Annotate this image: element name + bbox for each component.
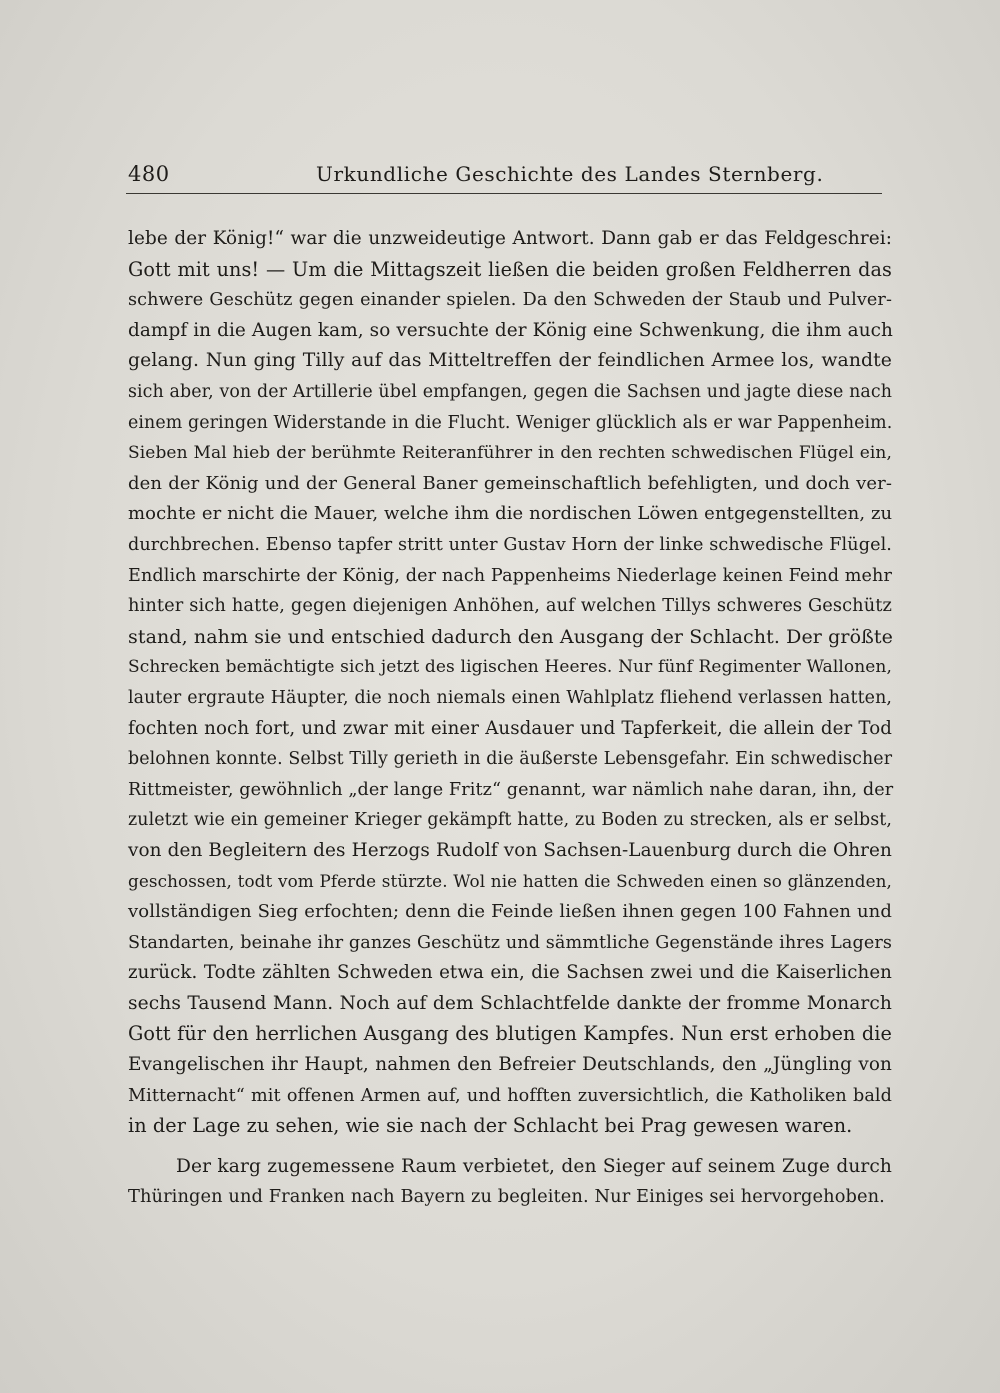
text-line: belohnen konnte. Selbst Tilly gerieth in die äußerste Lebensgefahr. Ein schwedischer	[128, 749, 893, 770]
text-line: gelang. Nun ging Tilly auf das Mitteltreffen der feindlichen Armee los, wandte	[128, 350, 892, 372]
text-line: geschossen, todt vom Pferde stürzte. Wol nie hatten die Schweden einen so glänzenden,	[128, 871, 892, 892]
text-line: sich aber, von der Artillerie übel empfangen, gegen die Sachsen und jagte diese nach	[128, 381, 892, 402]
text-line: fochten noch fort, und zwar mit einer Ausdauer und Tapferkeit, die allein der Tod	[128, 717, 892, 739]
text-line: Thüringen und Franken nach Bayern zu begleiten. Nur Einiges sei hervorgehoben.	[128, 1186, 885, 1208]
text-line: Schrecken bemächtigte sich jetzt des ligischen Heeres. Nur fünf Regimenter Wallonen,	[128, 657, 892, 678]
text-line: sechs Tausend Mann. Noch auf dem Schlachtfelde dankte der fromme Monarch	[128, 992, 892, 1014]
running-title: Urkundliche Geschichte des Landes Sternberg.	[316, 162, 824, 186]
header-rule	[126, 193, 882, 194]
body-text	[128, 224, 892, 1213]
text-line: Sieben Mal hieb der berühmte Reiteranführer in den rechten schwedischen Flügel ein,	[128, 443, 892, 464]
text-line: Der karg zugemessene Raum verbietet, den Sieger auf seinem Zuge durch	[176, 1155, 892, 1177]
text-line: einem geringen Widerstande in die Flucht. Weniger glücklich als er war Pappenheim.	[128, 412, 893, 433]
text-line: lauter ergraute Häupter, die noch niemals einen Wahlplatz fliehend verlassen hatten,	[128, 687, 892, 708]
text-line: lebe der König!“ war die unzweideutige Antwort. Dann gab er das Feldgeschrei:	[128, 228, 892, 249]
text-line: Endlich marschirte der König, der nach Pappenheims Niederlage keinen Feind mehr	[128, 565, 892, 586]
text-line: von den Begleitern des Herzogs Rudolf von Sachsen-Lauenburg durch die Ohren	[128, 839, 892, 861]
text-line: zurück. Todte zählten Schweden etwa ein, die Sachsen zwei und die Kaiserlichen	[128, 962, 892, 984]
text-line: hinter sich hatte, gegen diejenigen Anhöhen, auf welchen Tillys schweres Geschütz	[128, 595, 892, 617]
page-number: 480	[128, 162, 170, 186]
text-line: mochte er nicht die Mauer, welche ihm die nordischen Löwen entgegenstellten, zu	[128, 503, 893, 525]
text-line: Gott für den herrlichen Ausgang des blutigen Kampfes. Nun erst erhoben die	[128, 1022, 892, 1046]
page-header	[128, 160, 882, 190]
text-line: in der Lage zu sehen, wie sie nach der Schlacht bei Prag gewesen waren.	[128, 1114, 853, 1138]
paragraph-gap	[128, 1142, 892, 1152]
text-line: Gott mit uns! — Um die Mittagszeit ließen die beiden großen Feldherren das	[128, 257, 892, 281]
paragraph-1	[128, 224, 892, 1142]
text-line: stand, nahm sie und entschied dadurch den Ausgang der Schlacht. Der größte	[128, 625, 893, 648]
text-line: durchbrechen. Ebenso tapfer stritt unter Gustav Horn der linke schwedische Flügel.	[128, 534, 892, 555]
text-line: Evangelischen ihr Haupt, nahmen den Befreier Deutschlands, den „Jüngling von	[128, 1054, 892, 1076]
text-line: zuletzt wie ein gemeiner Krieger gekämpft hatte, zu Boden zu strecken, als er selbst,	[128, 810, 892, 831]
text-line: Rittmeister, gewöhnlich „der lange Fritz“ genannt, war nämlich nahe daran, ihn, der	[128, 779, 894, 800]
paragraph-2	[128, 1152, 892, 1213]
text-line: Standarten, beinahe ihr ganzes Geschütz und sämmtliche Gegenstände ihres Lagers	[128, 932, 893, 953]
text-line: vollständigen Sieg erfochten; denn die Feinde ließen ihnen gegen 100 Fahnen und	[128, 901, 892, 923]
text-line: Mitternacht“ mit offenen Armen auf, und hofften zuversichtlich, die Katholiken bald	[128, 1085, 892, 1106]
text-line: schwere Geschütz gegen einander spielen. Da den Schweden der Staub und Pulver-	[128, 290, 892, 311]
text-line: dampf in die Augen kam, so versuchte der König eine Schwenkung, die ihm auch	[128, 319, 893, 341]
text-line: den der König und der General Baner gemeinschaftlich befehligten, und doch ver-	[128, 472, 892, 494]
